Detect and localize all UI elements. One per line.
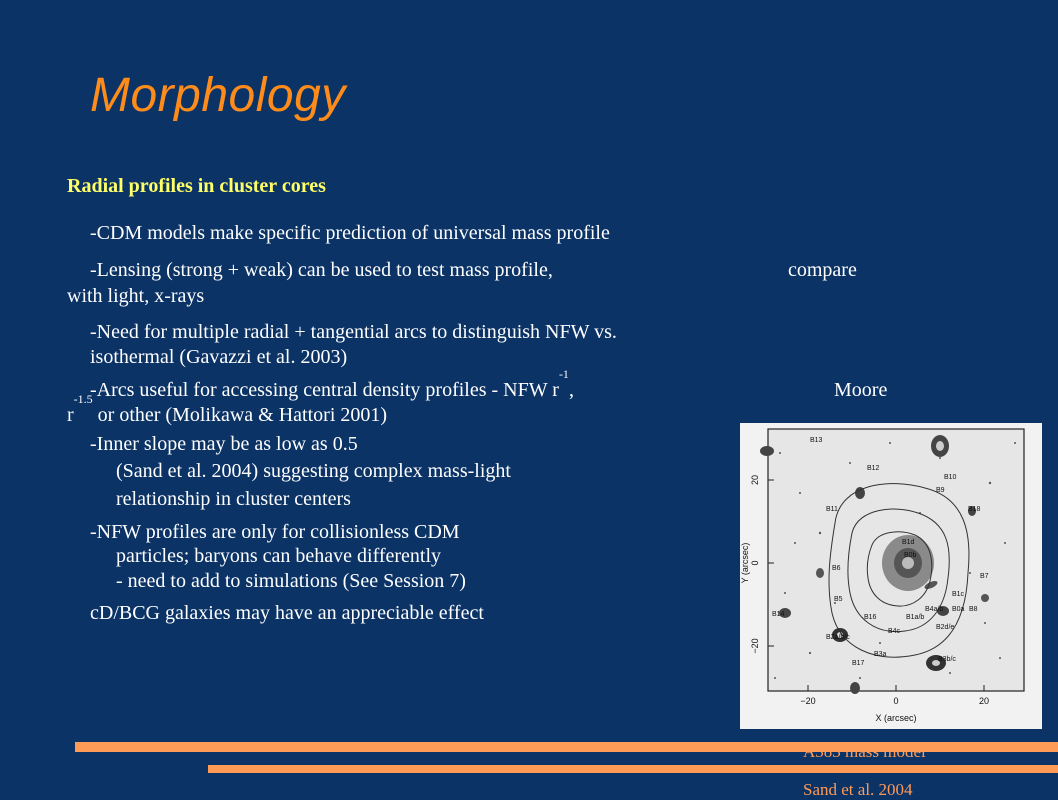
fig-label-12: B4a/b <box>925 606 944 613</box>
accent-bar-bottom <box>208 765 1058 773</box>
bullet-inner-slope-line1: -Inner slope may be as low as 0.5 <box>90 433 358 455</box>
fig-label-4: B11 <box>826 506 838 513</box>
bullet-lensing-line1: -Lensing (strong + weak) can be used to test mass profile, <box>90 259 553 281</box>
section-heading: Radial profiles in cluster cores <box>67 175 326 197</box>
moore-exponent: -1.5 <box>73 392 93 406</box>
figure-caption-title: A383 mass model <box>803 742 926 761</box>
fig-label-1: B12 <box>867 465 880 472</box>
fig-label-19: B2a/b/c <box>826 634 850 641</box>
fig-label-5: B18 <box>968 506 981 513</box>
fig-label-20: B4c <box>888 628 901 635</box>
fig-label-13: B0a <box>952 606 965 613</box>
bullet-lensing-line2: with light, x-rays <box>67 285 205 307</box>
fig-label-21: B3a <box>874 651 887 658</box>
fig-label-0: B13 <box>810 437 823 444</box>
ytick-0: 20 <box>750 474 760 486</box>
fig-label-22: B3b/c <box>938 656 956 663</box>
arcs-useful-comma: , <box>568 379 574 401</box>
fig-label-2: B10 <box>944 474 957 481</box>
fig-label-6: B1d <box>902 539 915 546</box>
bullet-arcs-useful-moore: Moore <box>834 379 888 401</box>
fig-label-9: B6 <box>832 565 841 572</box>
bullet-arcs-useful-line2 <box>67 392 388 427</box>
arcs-useful-text: -Arcs useful for accessing central density profiles - NFW r <box>90 379 559 401</box>
mass-model-figure <box>740 423 1042 729</box>
bullet-arcs-need-line2: isothermal (Gavazzi et al. 2003) <box>90 346 348 368</box>
bullet-arcs-need-line1: -Need for multiple radial + tangential arcs to distinguish NFW vs. <box>90 321 617 343</box>
slide-title: Morphology <box>90 69 346 122</box>
fig-label-11: B5 <box>834 596 843 603</box>
xtick-0: −20 <box>800 696 816 706</box>
nfw-exponent: -1 <box>558 367 569 381</box>
bullet-inner-slope-line2: (Sand et al. 2004) suggesting complex mass-light <box>116 460 511 482</box>
fig-label-10: B1c <box>952 591 965 598</box>
fig-label-14: B8 <box>969 606 978 613</box>
bullet-inner-slope-line3: relationship in cluster centers <box>116 488 351 510</box>
fig-label-16: B16 <box>864 614 877 621</box>
arcs-useful-citation: or other (Molikawa & Hattori 2001) <box>92 404 388 426</box>
fig-label-7: B0b <box>904 552 917 559</box>
xtick-2: 20 <box>978 696 990 706</box>
bullet-cd-bcg: cD/BCG galaxies may have an appreciable effect <box>90 602 484 624</box>
bullet-arcs-useful-line1 <box>90 367 574 402</box>
fig-label-15: B14 <box>772 611 785 618</box>
bullet-nfw-line2: particles; baryons can behave differently <box>116 545 442 567</box>
ytick-2: −20 <box>750 638 760 654</box>
x-axis-label: X (arcsec) <box>875 713 917 723</box>
fig-label-23: B17 <box>852 660 865 667</box>
fig-label-17: B1a/b <box>906 614 925 621</box>
fig-label-8: B7 <box>980 573 989 580</box>
bullet-nfw-line1: -NFW profiles are only for collisionless CDM <box>90 521 460 543</box>
bullet-lensing-compare: compare <box>788 259 857 281</box>
figure-caption-citation: Sand et al. 2004 <box>803 780 913 799</box>
xtick-1: 0 <box>893 696 899 706</box>
bullet-nfw-line3: - need to add to simulations (See Session 7) <box>116 570 466 592</box>
fig-label-3: B9 <box>936 487 945 494</box>
y-axis-label: Y (arcsec) <box>740 542 750 584</box>
mass-model-plot <box>740 423 1042 729</box>
fig-label-18: B2d/e <box>936 624 955 631</box>
bullet-cdm-models: -CDM models make specific prediction of universal mass profile <box>90 222 610 244</box>
moore-r: r <box>67 404 74 426</box>
ytick-1: 0 <box>750 560 760 566</box>
